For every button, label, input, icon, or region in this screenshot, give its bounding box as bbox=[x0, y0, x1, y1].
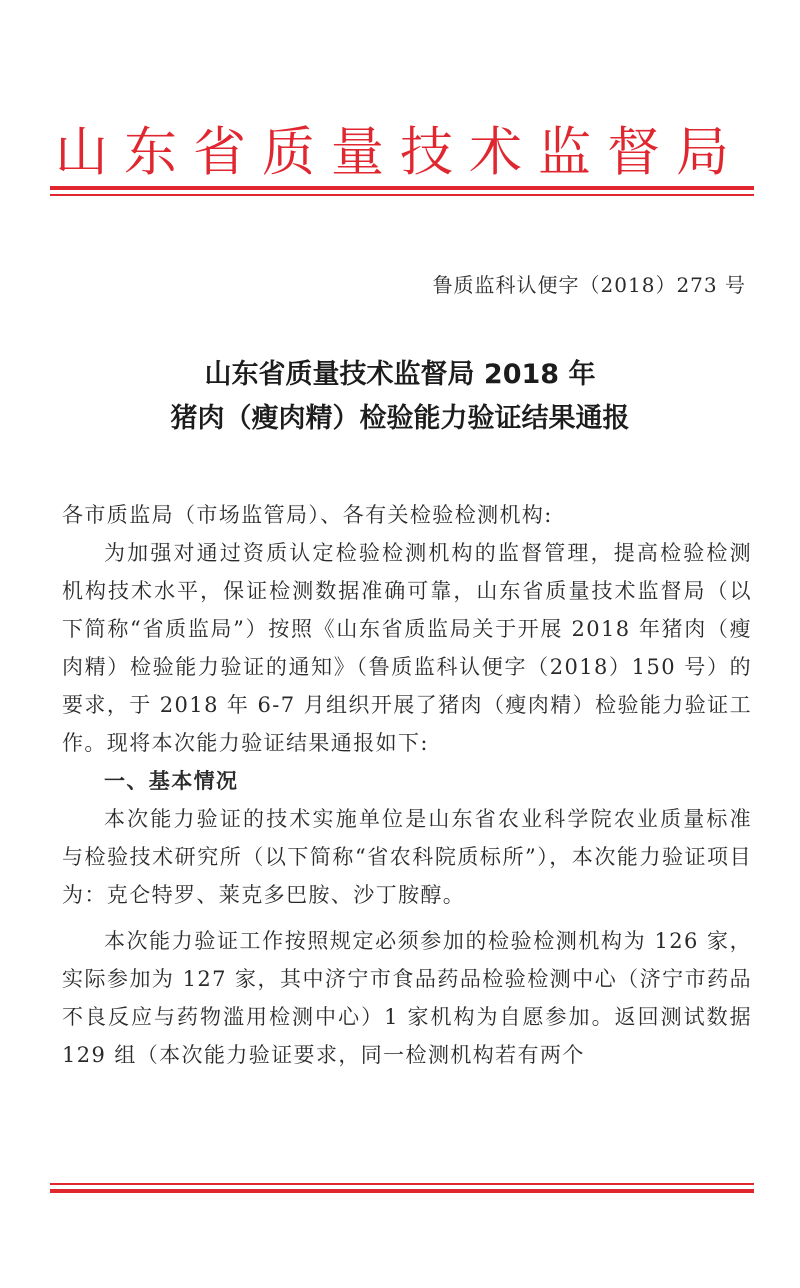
document-number: 鲁质监科认便字（2018）273 号 bbox=[432, 273, 746, 297]
salutation: 各市质监局（市场监管局）、各有关检验检测机构: bbox=[62, 503, 553, 527]
document-title-line1: 山东省质量技术监督局 2018 年 bbox=[204, 359, 596, 390]
document-title-line2: 猪肉（瘦肉精）检验能力验证结果通报 bbox=[170, 403, 630, 434]
agency-header: 山东省质量技术监督局 bbox=[55, 122, 745, 183]
document-body bbox=[62, 496, 752, 1074]
header-rule-thick bbox=[50, 186, 754, 190]
paragraph-implementation: 本次能力验证的技术实施单位是山东省农业科学院农业质量标准与检验技术研究所（以下简称“省农科院质标所”），本次能力验证项目为：克仑特罗、莱克多巴胺、沙丁胺醇。 bbox=[62, 807, 752, 907]
paragraph-participation: 本次能力验证工作按照规定必须参加的检验检测机构为 126 家，实际参加为 127 家，其中济宁市食品药品检验检测中心（济宁市药品不良反应与药物滥用检测中心）1 家机构为自愿参加。返回测试数据 129 组（本次能力验证要求，同一检测机构若有两个 bbox=[62, 929, 752, 1067]
section-heading-basic-info: 一、基本情况 bbox=[104, 769, 239, 793]
footer-rule-thin bbox=[50, 1183, 754, 1185]
footer-rule-thick bbox=[50, 1189, 754, 1193]
paragraph-intro: 为加强对通过资质认定检验检测机构的监督管理，提高检验检测机构技术水平，保证检测数据准确可靠，山东省质量技术监督局（以下简称“省质监局”）按照《山东省质监局关于开展 2018 年猪肉（瘦肉精）检验能力验证的通知》（鲁质监科认便字（2018）150 号）的要求，于 2018 年 6-7 月组织开展了猪肉（瘦肉精）检验能力验证工作。现将本次能力验证结果通报如下: bbox=[62, 541, 752, 755]
header-rule-thin bbox=[50, 194, 754, 196]
